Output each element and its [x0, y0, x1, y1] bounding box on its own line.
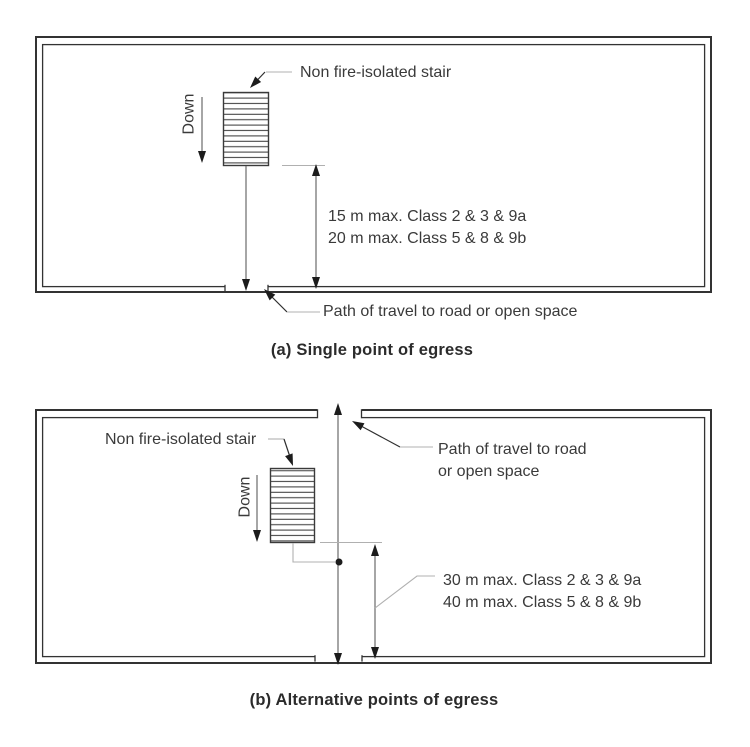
dimension-arrowhead-b-top	[371, 544, 379, 556]
down-label-b: Down	[236, 476, 254, 518]
down-arrowhead-b	[253, 530, 261, 542]
stair-a	[224, 93, 269, 166]
path-label-b-line1: Path of travel to road	[438, 441, 587, 458]
stair-b	[271, 469, 315, 543]
path-label-a: Path of travel to road or open space	[323, 303, 578, 320]
path-label-b	[438, 439, 587, 483]
stair-leader-arrowhead-b	[285, 453, 297, 467]
inner-wall-b	[43, 418, 705, 657]
distance-leader-b	[375, 576, 435, 608]
stair-leader-b-diagonal	[284, 439, 290, 457]
stair-connector-b	[293, 543, 335, 562]
path-label-b-line2: or open space	[438, 463, 540, 480]
path-leader-b-diagonal	[362, 427, 400, 448]
distance-limit-b-1: 30 m max. Class 2 & 3 & 9a	[443, 572, 642, 589]
down-arrowhead-a	[198, 151, 206, 163]
down-label-a: Down	[180, 93, 198, 135]
stair-label-b: Non fire-isolated stair	[105, 431, 257, 448]
distance-limit-a-1: 15 m max. Class 2 & 3 & 9a	[328, 208, 527, 225]
caption-b: (b) Alternative points of egress	[249, 691, 499, 709]
distance-limit-a-2: 20 m max. Class 5 & 8 & 9b	[328, 230, 527, 247]
caption-a: (a) Single point of egress	[270, 341, 474, 359]
distance-limit-b-2: 40 m max. Class 5 & 8 & 9b	[443, 594, 642, 611]
stair-label-a: Non fire-isolated stair	[300, 64, 452, 81]
path-leader-a-diagonal	[272, 297, 287, 312]
junction-dot-b	[336, 559, 343, 566]
